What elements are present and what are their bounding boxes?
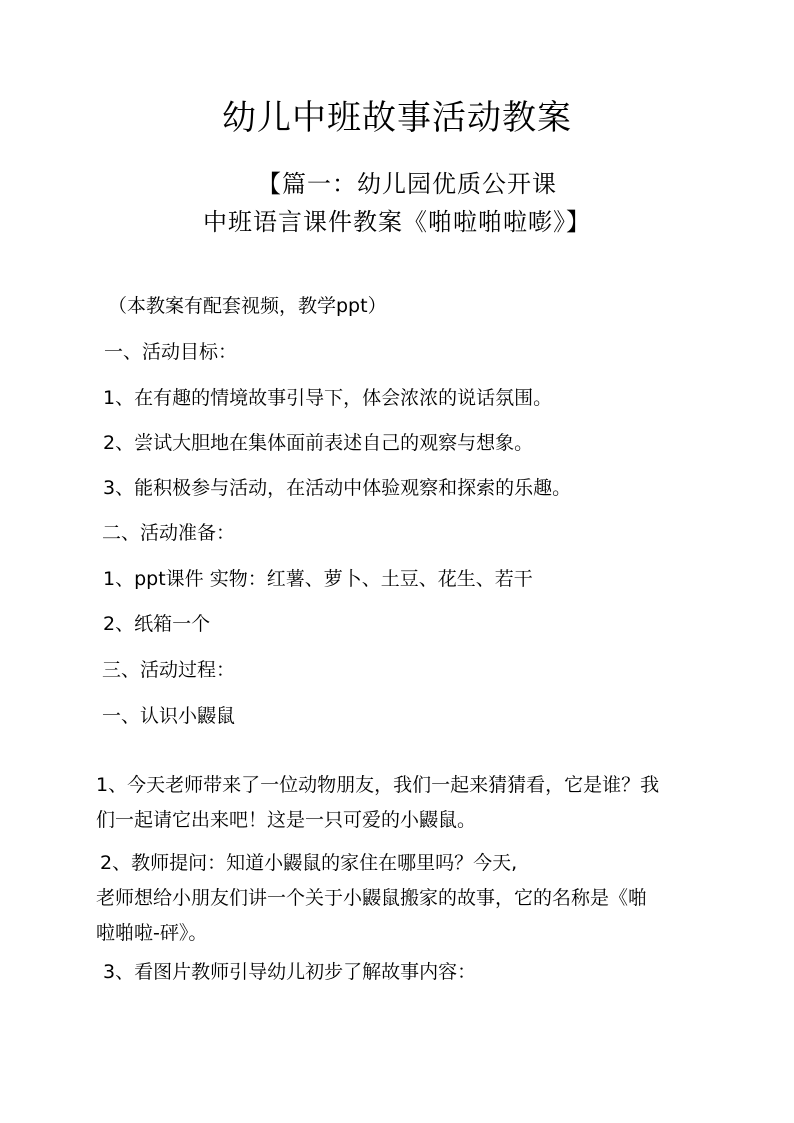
subtitle-line-1: 【篇一：幼儿园优质公开课 [257, 170, 557, 198]
step1-paragraph-line-1: 1、今天老师带来了一位动物朋友，我们一起来猜猜看，它是谁？我 [96, 774, 660, 796]
step3-line: 3、看图片教师引导幼儿初步了解故事内容： [103, 961, 477, 983]
step2-paragraph-line-3: 啦啪啦-砰》。 [96, 922, 208, 944]
section-heading-prep: 二、活动准备： [102, 522, 236, 544]
prep-item-2: 2、纸箱一个 [103, 613, 211, 635]
document-title: 幼儿中班故事活动教案 [222, 98, 572, 138]
section-heading-goals: 一、活动目标： [104, 341, 238, 363]
goal-item-3: 3、能积极参与活动，在活动中体验观察和探索的乐趣。 [103, 477, 572, 499]
subtitle-line-2: 中班语言课件教案《啪啦啪啦嘭》】 [203, 208, 591, 236]
step-heading-1: 一、认识小鼹鼠 [102, 705, 236, 727]
step1-paragraph [96, 768, 706, 838]
prep-item-1: 1、ppt课件 实物：红薯、萝卜、土豆、花生、若干 [103, 568, 533, 590]
note-line: （本教案有配套视频，教学ppt） [108, 295, 387, 317]
step1-paragraph-line-2: 们一起请它出来吧！这是一只可爱的小鼹鼠。 [96, 809, 477, 831]
goal-item-1: 1、在有趣的情境故事引导下，体会浓浓的说话氛围。 [103, 387, 553, 409]
step2-paragraph [96, 846, 710, 951]
step2-paragraph-line-2: 老师想给小朋友们讲一个关于小鼹鼠搬家的故事，它的名称是《啪 [96, 887, 648, 909]
goal-item-2: 2、尝试大胆地在集体面前表述自己的观察与想象。 [103, 432, 534, 454]
section-heading-process: 三、活动过程： [102, 659, 236, 681]
step2-paragraph-line-1: 2、教师提问：知道小鼹鼠的家住在哪里吗？今天, [100, 852, 518, 874]
